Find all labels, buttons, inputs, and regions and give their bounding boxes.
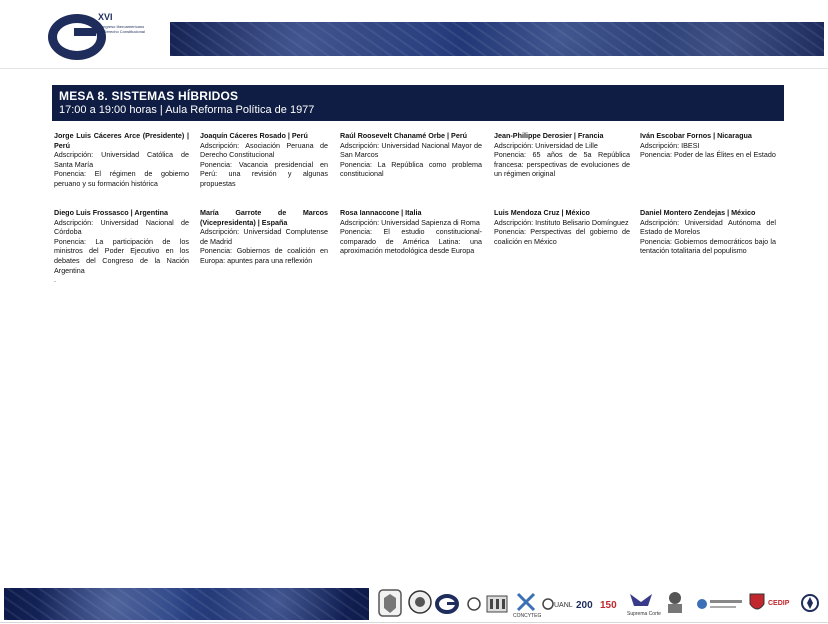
participant-ponencia: Ponencia: Vacancia presidencial en Perú: una revisión y algunas propuestas — [200, 159, 328, 188]
session-title: MESA 8. SISTEMAS HÍBRIDOS — [59, 89, 239, 103]
participant-adscripcion: Adscripción: Universidad Complutense de Madrid — [200, 227, 328, 246]
university-seal-icon — [408, 588, 432, 618]
supreme-court-logo-icon — [626, 588, 661, 618]
participant-entry — [200, 131, 328, 189]
uanl-logo-icon — [542, 588, 574, 618]
participant-adscripcion: Adscripción: Universidad Sapienza di Roma — [340, 217, 480, 227]
institute-logo-icon — [694, 588, 744, 618]
congress-small-logo-icon — [435, 588, 463, 618]
conacyt-label: CONCYTEG — [513, 613, 542, 619]
participant-name: Iván Escobar Fornos | Nicaragua — [640, 131, 752, 140]
participant-adscripcion: Adscripción: Asociación Peruana de Derecho Constitucional — [200, 140, 328, 160]
fifty-emblem-icon — [466, 588, 482, 618]
participant-ponencia: Ponencia: Gobiernos de coalición en Europa: apuntes para una reflexión — [200, 246, 328, 265]
participant-name: Diego Luis Frossasco | Argentina — [54, 208, 168, 217]
cedip-label: CEDIP — [768, 600, 790, 607]
participant-ponencia: Ponencia: Poder de las Élites en el Estado — [640, 150, 776, 160]
participant-adscripcion: Adscripción: Instituto Belisario Domínguez — [494, 217, 629, 227]
participant-adscripcion: Adscripción: Universidad Nacional Mayor de San Marcos — [340, 140, 482, 160]
participant-ponencia: Ponencia: El estudio constitucional-comparado de América Latina: una aproximación metodológica desde Europa — [340, 227, 482, 256]
participant-name: Jean-Philippe Derosier | Francia — [494, 131, 604, 140]
participant-name: Jorge Luis Cáceres Arce (Presidente) | Perú — [54, 131, 189, 150]
participant-ponencia: Ponencia: La República como problema constitucional — [340, 159, 482, 179]
unam-crest-icon — [376, 588, 404, 618]
participant-ponencia: Ponencia: Gobiernos democráticos bajo la tentación totalitaria del populismo — [640, 236, 776, 256]
trailing-mark: . — [54, 275, 56, 285]
crest-icon — [800, 588, 820, 618]
participant-name: Luis Mendoza Cruz | México — [494, 208, 590, 217]
belisario-institute-logo-icon — [660, 588, 690, 618]
header-banner-image — [170, 22, 824, 56]
uanl-label: UANL — [554, 602, 573, 609]
participant-name: Rosa Iannaccone | Italia — [340, 208, 422, 217]
participant-entry — [640, 131, 776, 160]
anniversary-logo-icon — [576, 588, 624, 618]
participant-name: Joaquín Cáceres Rosado | Perú — [200, 131, 308, 140]
sponsor-logos — [374, 586, 824, 620]
participant-adscripcion: Adscripción: Universidad Autónoma del Estado de Morelos — [640, 217, 776, 237]
session-schedule: 17:00 a 19:00 horas | Aula Reforma Política de 1977 — [59, 104, 315, 116]
participant-ponencia: Ponencia: 65 años de 5a República francesa: perspectivas de evoluciones de un régimen original — [494, 150, 630, 179]
participant-entry — [54, 208, 189, 285]
building-logo-icon — [484, 588, 510, 618]
participant-name: María Garrote de Marcos (Vicepresidenta) | España — [200, 208, 328, 227]
shield-icon — [748, 588, 766, 618]
participant-entry — [200, 208, 328, 266]
participant-adscripcion: Adscripción: Universidad de Lille — [494, 140, 598, 150]
participant-entry — [340, 131, 482, 179]
participant-name: Daniel Montero Zendejas | México — [640, 208, 756, 217]
participant-name: Raúl Roosevelt Chanamé Orbe | Perú — [340, 131, 468, 140]
footer-banner-image — [4, 588, 369, 620]
participant-entry — [494, 131, 630, 179]
participant-entry — [640, 208, 776, 256]
logo-bar-shape — [74, 28, 96, 36]
participant-adscripcion: Adscripción: Universidad Católica de Santa María — [54, 150, 189, 169]
participant-entry — [494, 208, 630, 246]
anniversary-150: 150 — [600, 600, 617, 611]
participant-entry — [54, 131, 189, 189]
participant-entry — [340, 208, 482, 256]
participant-ponencia: Ponencia: Perspectivas del gobierno de coalición en México — [494, 227, 630, 246]
participant-adscripcion: Adscripción: Universidad Nacional de Córdoba — [54, 217, 189, 237]
logo-text: Congreso Iberoamericano de Derecho Constitucional — [98, 24, 145, 34]
conacyt-logo-icon — [512, 588, 540, 618]
cedip-logo-icon — [768, 588, 796, 618]
bottom-divider — [0, 622, 828, 623]
participant-ponencia: Ponencia: La participación de los ministros del Poder Ejecutivo en los debates del Congreso de la Nación Argentina — [54, 236, 189, 275]
supreme-court-label: Suprema Corte — [627, 611, 661, 617]
anniversary-200: 200 — [576, 600, 593, 611]
logo-edition: XVI — [98, 12, 113, 22]
divider — [0, 68, 828, 69]
participant-adscripcion: Adscripción: IBESI — [640, 140, 700, 150]
session-header — [52, 85, 784, 121]
congress-logo — [46, 8, 146, 66]
participant-ponencia: Ponencia: El régimen de gobierno peruano y su formación histórica — [54, 169, 189, 188]
